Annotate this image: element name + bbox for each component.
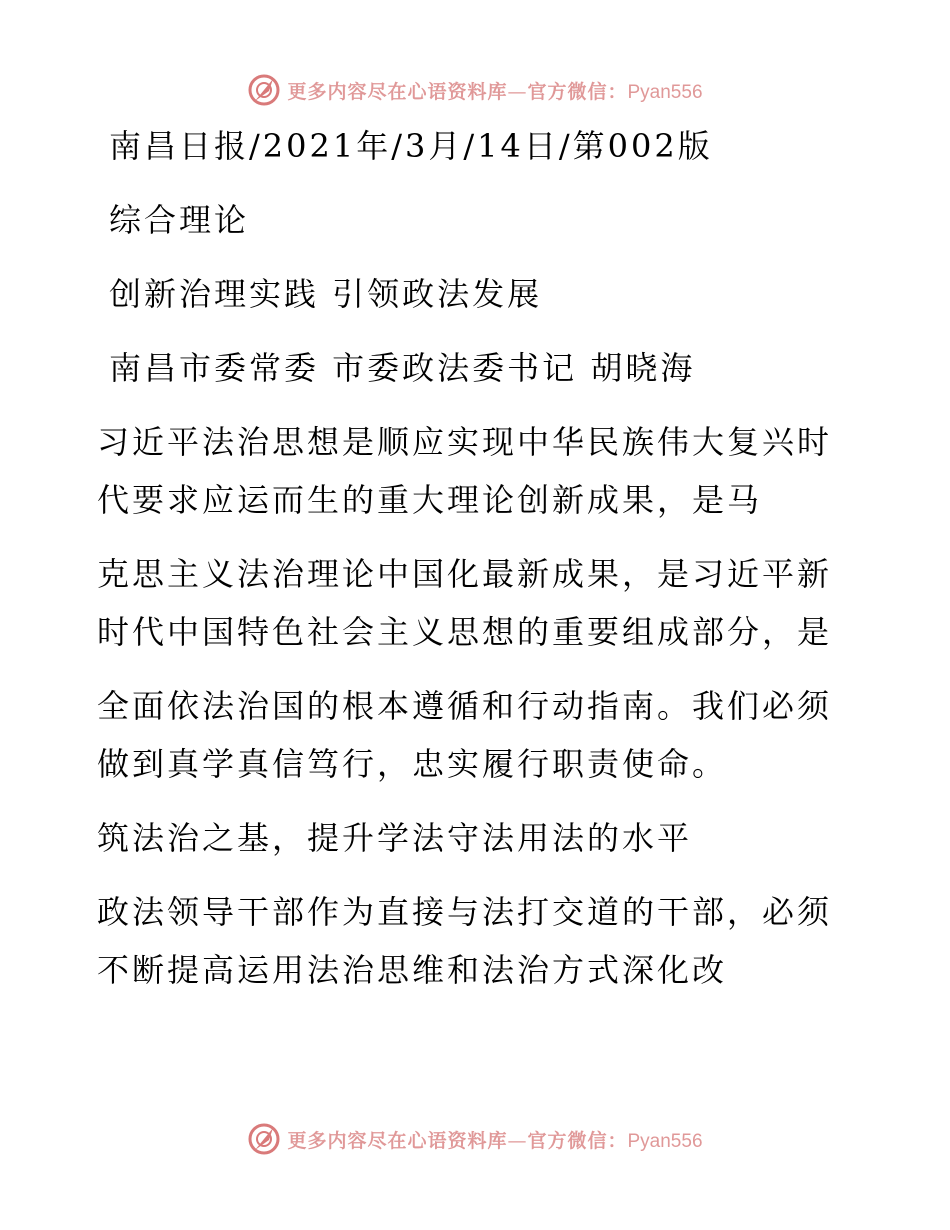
- body-line: 政法领导干部作为直接与法打交道的干部，必须: [97, 893, 833, 931]
- body-line: 不断提高运用法治思维和法治方式深化改: [97, 951, 728, 989]
- watermark-bottom: [0, 1119, 950, 1159]
- watermark-top-separator: —: [507, 80, 528, 103]
- watermark-top-main: 更多内容尽在心语资料库: [287, 80, 508, 103]
- watermark-bottom-main: 更多内容尽在心语资料库: [287, 1129, 508, 1152]
- watermark-bottom-inner: [247, 1122, 702, 1156]
- watermark-bottom-id: Pyan556: [627, 1130, 703, 1152]
- article-title: 创新治理实践 引领政法发展: [109, 275, 543, 313]
- watermark-bottom-separator: —: [507, 1129, 528, 1152]
- watermark-top-id: Pyan556: [627, 81, 703, 103]
- quill-logo-icon: [247, 73, 281, 107]
- body-line: 时代中国特色社会主义思想的重要组成部分，是: [97, 613, 833, 651]
- watermark-top-inner: [247, 73, 702, 107]
- watermark-bottom-text: [287, 1126, 702, 1153]
- quill-logo-icon: [247, 1122, 281, 1156]
- body-line: 筑法治之基，提升学法守法用法的水平: [97, 819, 693, 857]
- body-line: 做到真学真信笃行，忠实履行职责使命。: [97, 745, 728, 783]
- article-byline: 南昌市委常委 市委政法委书记 胡晓海: [109, 349, 696, 387]
- watermark-bottom-suffix: 官方微信：: [527, 1129, 628, 1152]
- watermark-top-text: [287, 77, 702, 104]
- body-line: 全面依法治国的根本遵循和行动指南。我们必须: [97, 687, 833, 725]
- section-name: 综合理论: [109, 201, 250, 239]
- body-line: 代要求应运而生的重大理论创新成果，是马: [97, 481, 763, 519]
- body-line: 克思主义法治理论中国化最新成果，是习近平新: [97, 555, 833, 593]
- watermark-top: [0, 70, 950, 110]
- body-line: 习近平法治思想是顺应实现中华民族伟大复兴时: [97, 423, 833, 461]
- watermark-top-suffix: 官方微信：: [527, 80, 628, 103]
- source-line: 南昌日报/2021年/3月/14日/第002版: [109, 127, 713, 165]
